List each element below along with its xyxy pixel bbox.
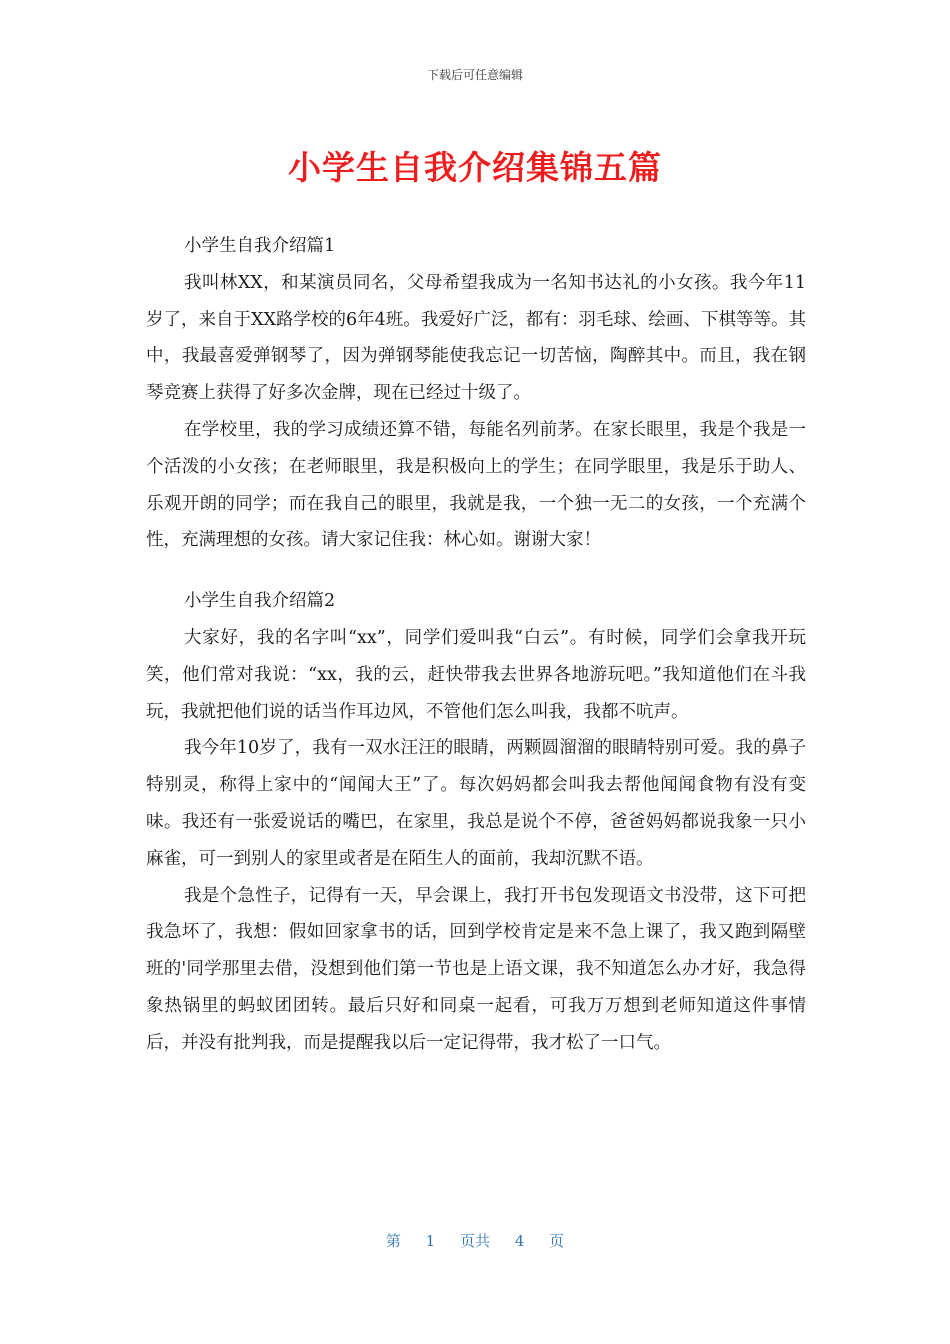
footer-total-pages: 4 [514,1232,525,1250]
section-2 [146,583,806,1061]
section-gap [146,559,806,583]
paragraph: 在学校里，我的学习成绩还算不错，每能名列前茅。在家长眼里，我是个我是一个活泼的小女孩；在老师眼里，我是积极向上的学生；在同学眼里，我是乐于助人、乐观开朗的同学；而在我自己的眼里，我就是我，一个独一无二的女孩，一个充满个性，充满理想的女孩。请大家记住我：林心如。谢谢大家！ [146,419,806,551]
page-footer [0,1230,950,1251]
section-heading: 小学生自我介绍篇2 [184,591,336,612]
document-body [146,228,806,1062]
footer-label-page: 第 [385,1232,401,1250]
document-title: 小学生自我介绍集锦五篇 [288,148,662,187]
paragraph: 我今年10岁了，我有一双水汪汪的眼睛，两颗圆溜溜的眼睛特别可爱。我的鼻子特别灵，称得上家中的“闻闻大王”了。每次妈妈都会叫我去帮他闻闻食物有没有变味。我还有一张爱说话的嘴巴，在家里，我总是说个不停，爸爸妈妈都说我象一只小麻雀，可一到别人的家里或者是在陌生人的面前，我却沉默不语。 [146,738,806,869]
section-1 [146,228,806,559]
section-heading: 小学生自我介绍篇1 [184,236,336,256]
header-note: 下载后可任意编辑 [426,68,523,82]
footer-label-end: 页 [549,1232,565,1250]
paragraph: 大家好，我的名字叫“xx”，同学们爱叫我“白云”。有时候，同学们会拿我开玩笑，他们常对我说：“xx，我的云，赶快带我去世界各地游玩吧。”我知道他们在斗我玩，我就把他们说的话当作耳边风，不管他们怎么叫我，我都不吭声。 [146,627,806,722]
paragraph: 我是个急性子，记得有一天，早会课上，我打开书包发现语文书没带，这下可把我急坏了，我想：假如回家拿书的话，回到学校肯定是来不急上课了，我又跑到隔壁班的'同学那里去借，没想到他们第一节也是上语文课，我不知道怎么办才好，我急得象热锅里的蚂蚁团团转。最后只好和同桌一起看，可我万万想到老师知道这件事情后，并没有批判我，而是提醒我以后一定记得带，我才松了一口气。 [146,885,806,1053]
footer-current-page: 1 [425,1232,436,1250]
footer-label-of: 页共 [459,1232,490,1250]
paragraph: 我叫林XX，和某演员同名，父母希望我成为一名知书达礼的小女孩。我今年11岁了，来自于XX路学校的6年4班。我爱好广泛，都有：羽毛球、绘画、下棋等等。其中，我最喜爱弹钢琴了，因为弹钢琴能使我忘记一切苦恼，陶醉其中。而且，我在钢琴竞赛上获得了好多次金牌，现在已经过十级了。 [146,272,806,404]
